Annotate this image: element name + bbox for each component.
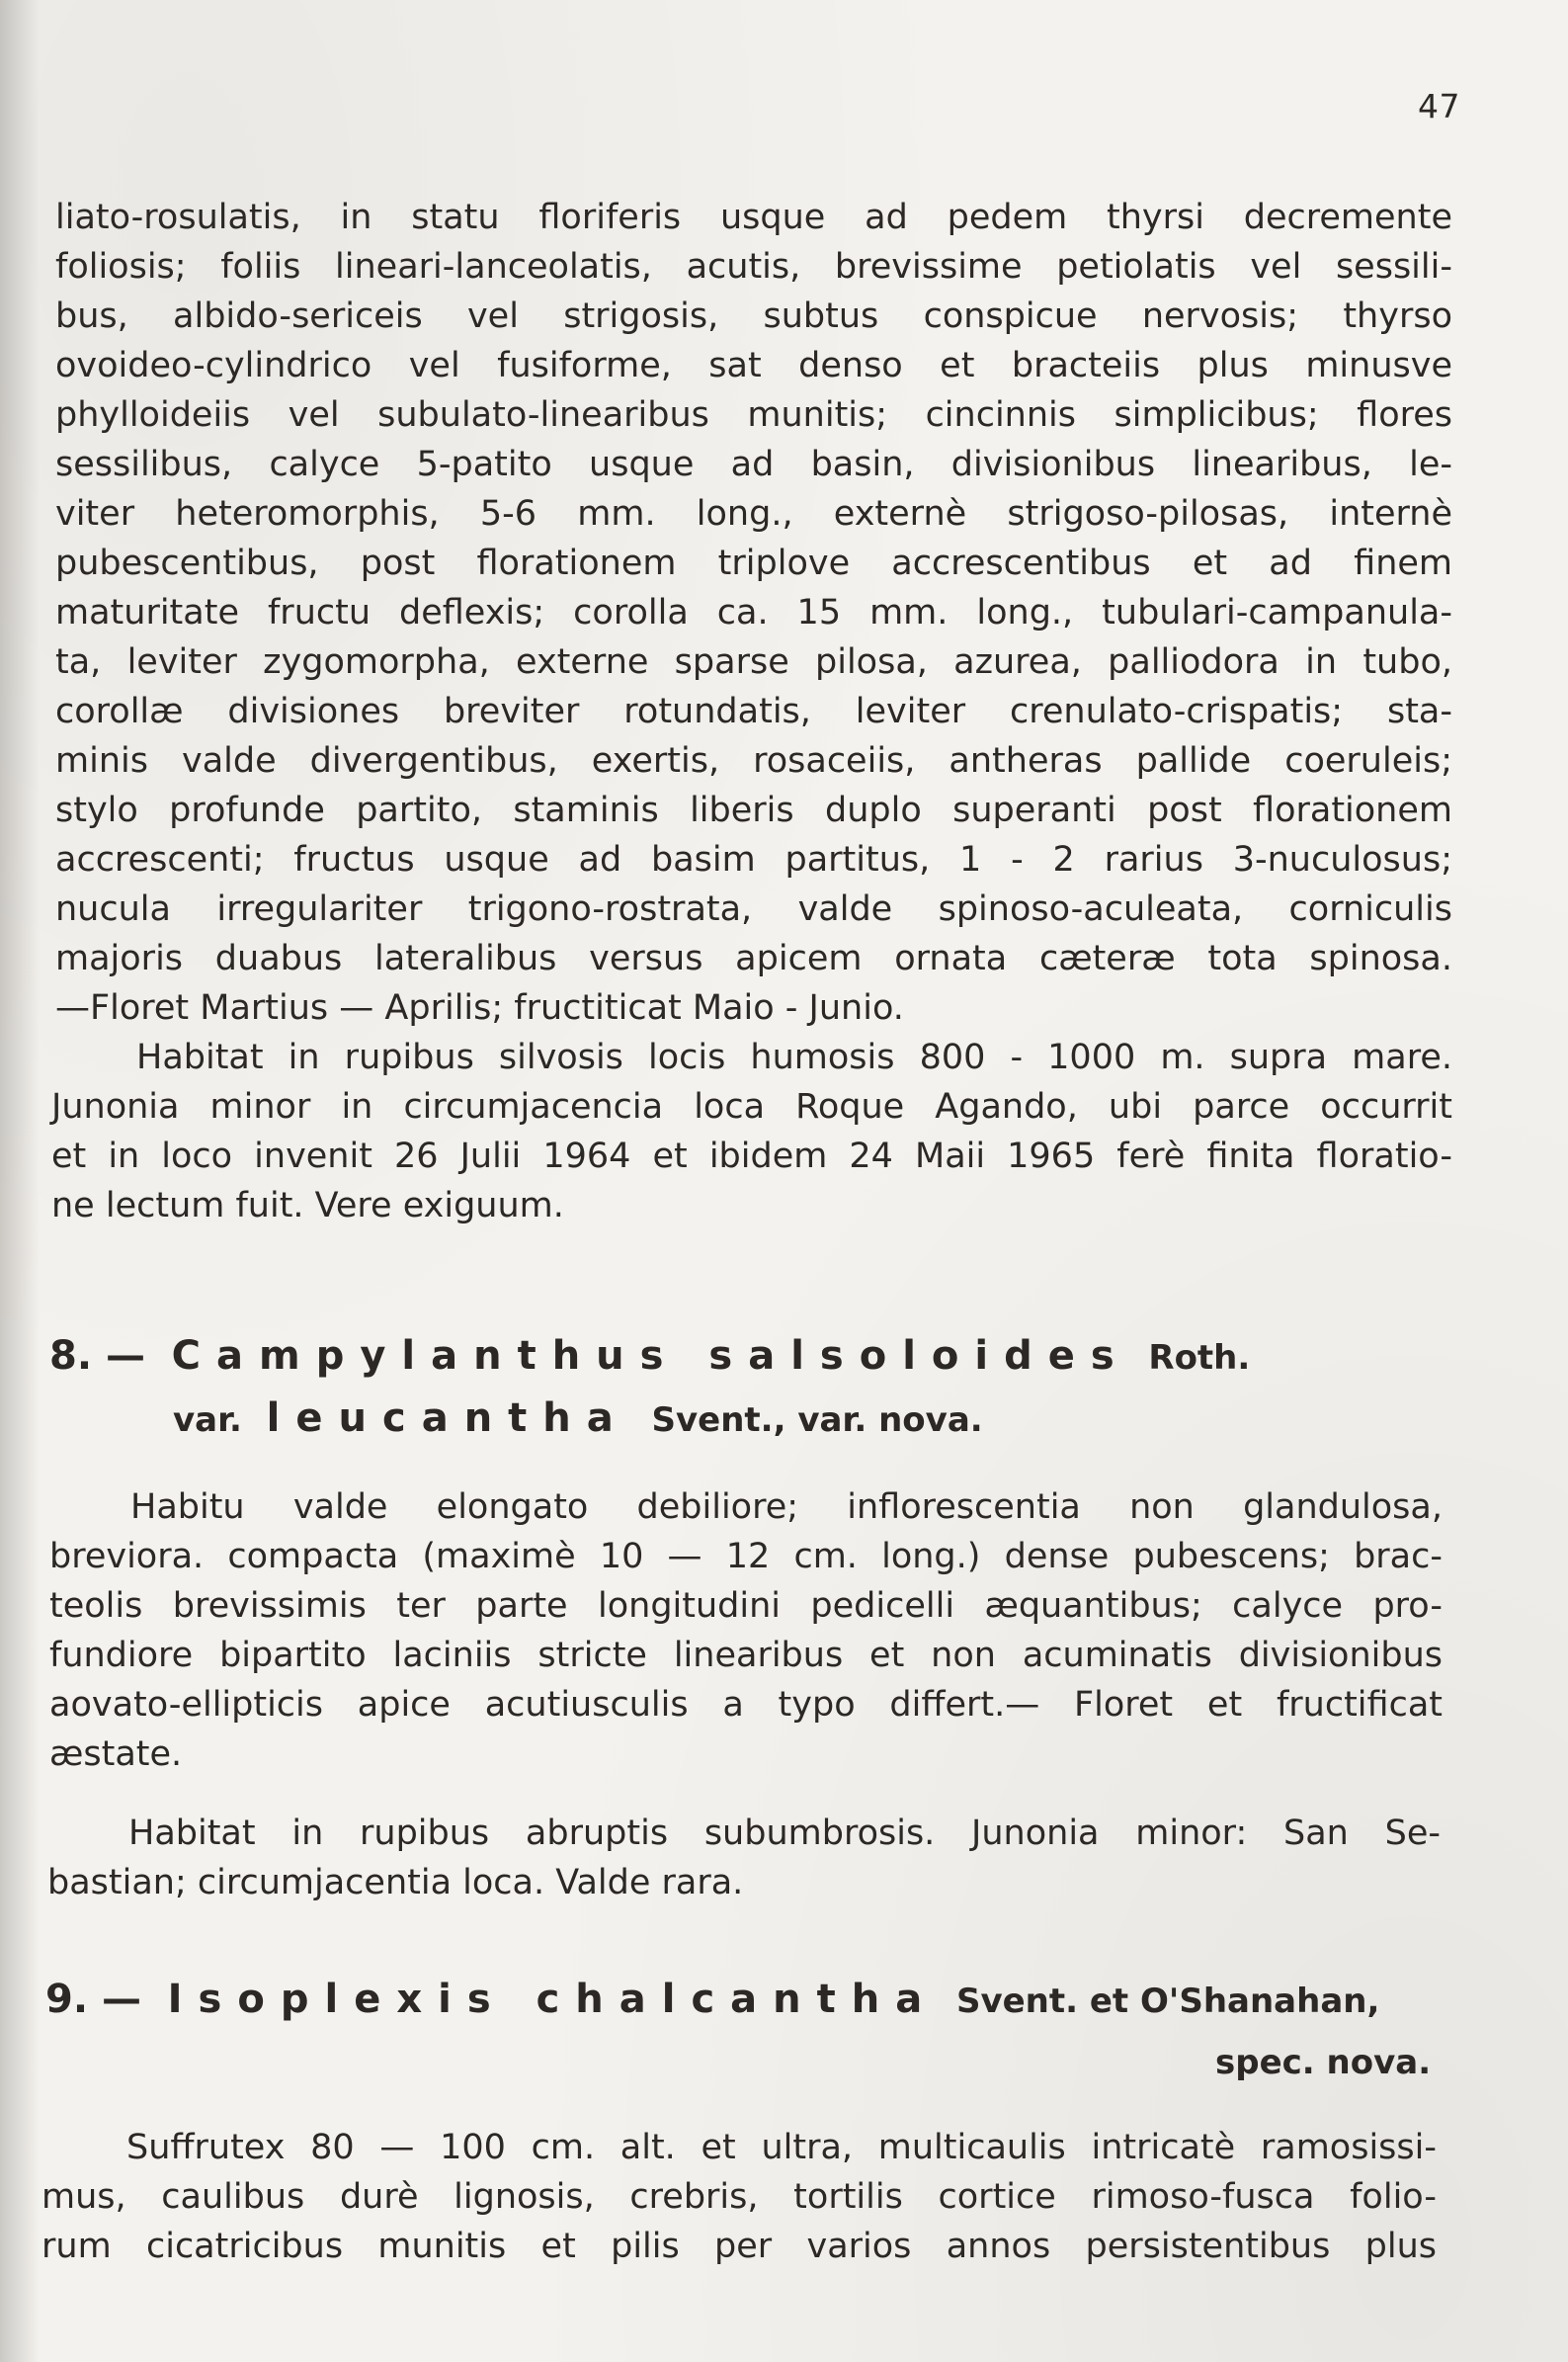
text-line: ne lectum fuit. Vere exiguum. bbox=[51, 1186, 564, 1225]
text-line: æstate. bbox=[49, 1734, 183, 1774]
species-author: Roth. bbox=[1148, 1338, 1251, 1378]
text-line: mus, caulibus durè lignosis, crebris, tortilis cortice rimoso-fusca folio- bbox=[41, 2177, 1437, 2217]
species-status: spec. nova. bbox=[1215, 2043, 1432, 2082]
scan-edge-shadow bbox=[0, 0, 40, 2362]
species-number: 8. — bbox=[49, 1333, 145, 1379]
paragraph-variety-description bbox=[49, 1482, 1443, 1779]
text-line: —Floret Martius — Aprilis; fructiticat Maio - Junio. bbox=[55, 988, 904, 1028]
text-line: sessilibus, calyce 5-patito usque ad basin, divisionibus linearibus, le- bbox=[55, 445, 1452, 484]
text-line: corollæ divisiones breviter rotundatis, leviter crenulato-crispatis; sta- bbox=[55, 692, 1452, 731]
text-line: bus, albido-sericeis vel strigosis, subtus conspicue nervosis; thyrso bbox=[55, 296, 1452, 336]
species-heading-8 bbox=[49, 1331, 1250, 1383]
page-number: 47 bbox=[1418, 87, 1460, 126]
text-line: viter heteromorphis, 5-6 mm. long., externè strigoso-pilosas, internè bbox=[55, 494, 1452, 534]
species-name: Campylanthus salsoloides bbox=[171, 1333, 1130, 1379]
text-line: Habitat in rupibus abruptis subumbrosis. Junonia minor: San Se- bbox=[128, 1814, 1441, 1853]
text-line: Habitat in rupibus silvosis locis humosis 800 - 1000 m. supra mare. bbox=[136, 1038, 1452, 1077]
text-line: foliosis; foliis lineari-lanceolatis, acutis, brevissime petiolatis vel sessili- bbox=[55, 247, 1452, 287]
paragraph-description bbox=[55, 193, 1452, 1033]
species-heading-9 bbox=[45, 1975, 1379, 2026]
variety-author: Svent., var. nova. bbox=[651, 1400, 983, 1440]
text-line: teolis brevissimis ter parte longitudini pedicelli æquantibus; calyce pro- bbox=[49, 1586, 1443, 1626]
text-line: bastian; circumjacentia loca. Valde rara. bbox=[47, 1863, 744, 1902]
species-number: 9. — bbox=[45, 1977, 141, 2022]
species-status-9 bbox=[1215, 2036, 1431, 2087]
text-line: fundiore bipartito laciniis stricte linearibus et non acuminatis divisionibus bbox=[49, 1636, 1443, 1675]
paragraph-habitat bbox=[51, 1033, 1452, 1230]
text-line: Junonia minor in circumjacencia loca Roque Agando, ubi parce occurrit bbox=[51, 1087, 1452, 1127]
species-name: Isoplexis chalcantha bbox=[167, 1977, 939, 2022]
text-line: majoris duabus lateralibus versus apicem ornata cæteræ tota spinosa. bbox=[55, 939, 1452, 978]
text-line: phylloideiis vel subulato-linearibus munitis; cincinnis simplicibus; flores bbox=[55, 395, 1452, 435]
text-line: maturitate fructu deflexis; corolla ca. 15 mm. long., tubulari-campanula- bbox=[55, 593, 1452, 633]
text-line: et in loco invenit 26 Julii 1964 et ibidem 24 Maii 1965 ferè finita floratio- bbox=[51, 1137, 1452, 1176]
text-line: ta, leviter zygomorpha, externe sparse pilosa, azurea, palliodora in tubo, bbox=[55, 642, 1452, 682]
text-line: Suffrutex 80 — 100 cm. alt. et ultra, multicaulis intricatè ramosissi- bbox=[126, 2128, 1437, 2167]
variety-name: leucantha bbox=[266, 1395, 629, 1441]
paragraph-variety-habitat bbox=[47, 1809, 1441, 1907]
text-line: pubescentibus, post florationem triplove accrescentibus et ad finem bbox=[55, 544, 1452, 583]
variety-prefix: var. bbox=[173, 1400, 242, 1440]
text-line: Habitu valde elongato debiliore; inflorescentia non glandulosa, bbox=[130, 1487, 1443, 1527]
text-line: nucula irregulariter trigono-rostrata, valde spinoso-aculeata, corniculis bbox=[55, 889, 1452, 929]
variety-heading-8 bbox=[173, 1393, 983, 1445]
species-author: Svent. et O'Shanahan, bbox=[955, 1982, 1380, 2021]
text-line: stylo profunde partito, staminis liberis duplo superanti post florationem bbox=[55, 791, 1452, 830]
paragraph-species-description bbox=[41, 2123, 1437, 2271]
text-line: ovoideo-cylindrico vel fusiforme, sat denso et bracteiis plus minusve bbox=[55, 346, 1452, 385]
text-line: accrescenti; fructus usque ad basim partitus, 1 - 2 rarius 3-nuculosus; bbox=[55, 840, 1452, 880]
text-line: rum cicatricibus munitis et pilis per varios annos persistentibus plus bbox=[41, 2227, 1437, 2266]
text-line: breviora. compacta (maximè 10 — 12 cm. long.) dense pubescens; brac- bbox=[49, 1537, 1443, 1576]
text-line: minis valde divergentibus, exertis, rosaceiis, antheras pallide coeruleis; bbox=[55, 741, 1452, 781]
text-line: aovato-ellipticis apice acutiusculis a typo differt.— Floret et fructificat bbox=[49, 1685, 1443, 1725]
text-line: liato-rosulatis, in statu floriferis usque ad pedem thyrsi decremente bbox=[55, 198, 1452, 237]
